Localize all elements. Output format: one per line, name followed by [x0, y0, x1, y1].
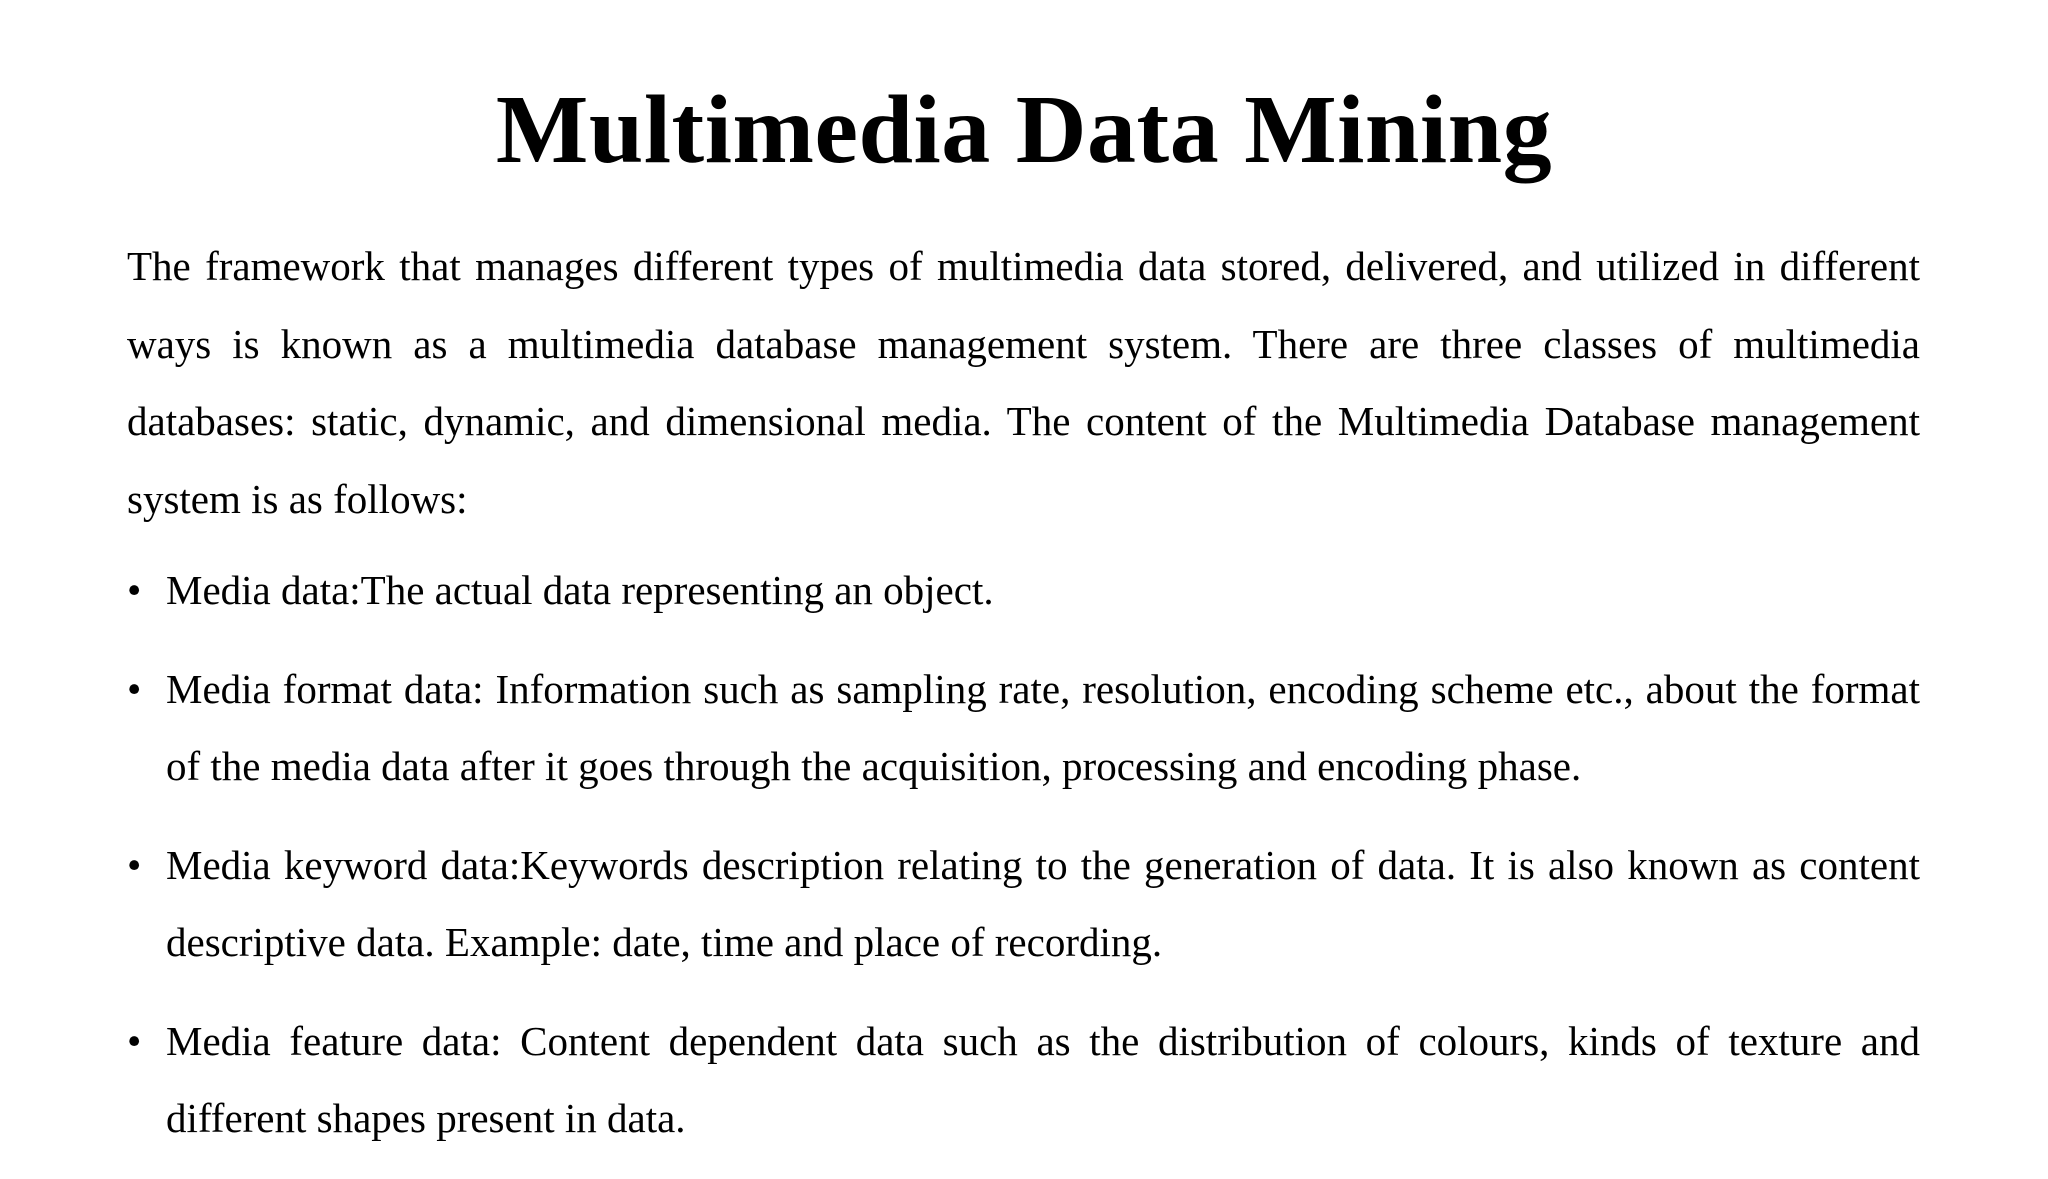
intro-paragraph: The framework that manages different types of multimedia data stored, delivered, and utilized in different ways is known as a multimedia database management system. There are three classes of multimedia databases: static, dynamic, and dimensional media. The content of the Multimedia Database management system is as follows: — [127, 243, 1920, 522]
bullet-icon: • — [127, 841, 142, 888]
list-item — [127, 651, 1920, 806]
bullet-text-media-feature-data: Media feature data: Content dependent data such as the distribution of colours, kinds of texture and different shapes present in data. — [166, 1017, 1920, 1141]
bullet-text-media-keyword-data: Media keyword data:Keywords description relating to the generation of data. It is also known as content descriptive data. Example: date, time and place of recording. — [166, 841, 1920, 965]
list-item — [127, 1003, 1920, 1158]
bullet-list — [127, 552, 1920, 1179]
bullet-text-media-data: Media data:The actual data representing an object. — [166, 567, 994, 613]
bullet-icon: • — [127, 567, 142, 613]
list-item — [127, 552, 1920, 630]
slide-title: Multimedia Data Mining — [495, 76, 1553, 184]
bullet-text-media-format-data: Media format data: Information such as sampling rate, resolution, encoding scheme etc., about the format of the media data after it goes through the acquisition, processing and encoding phase. — [166, 665, 1920, 789]
list-item — [127, 827, 1920, 982]
bullet-icon: • — [127, 1017, 142, 1064]
bullet-icon: • — [127, 665, 142, 712]
